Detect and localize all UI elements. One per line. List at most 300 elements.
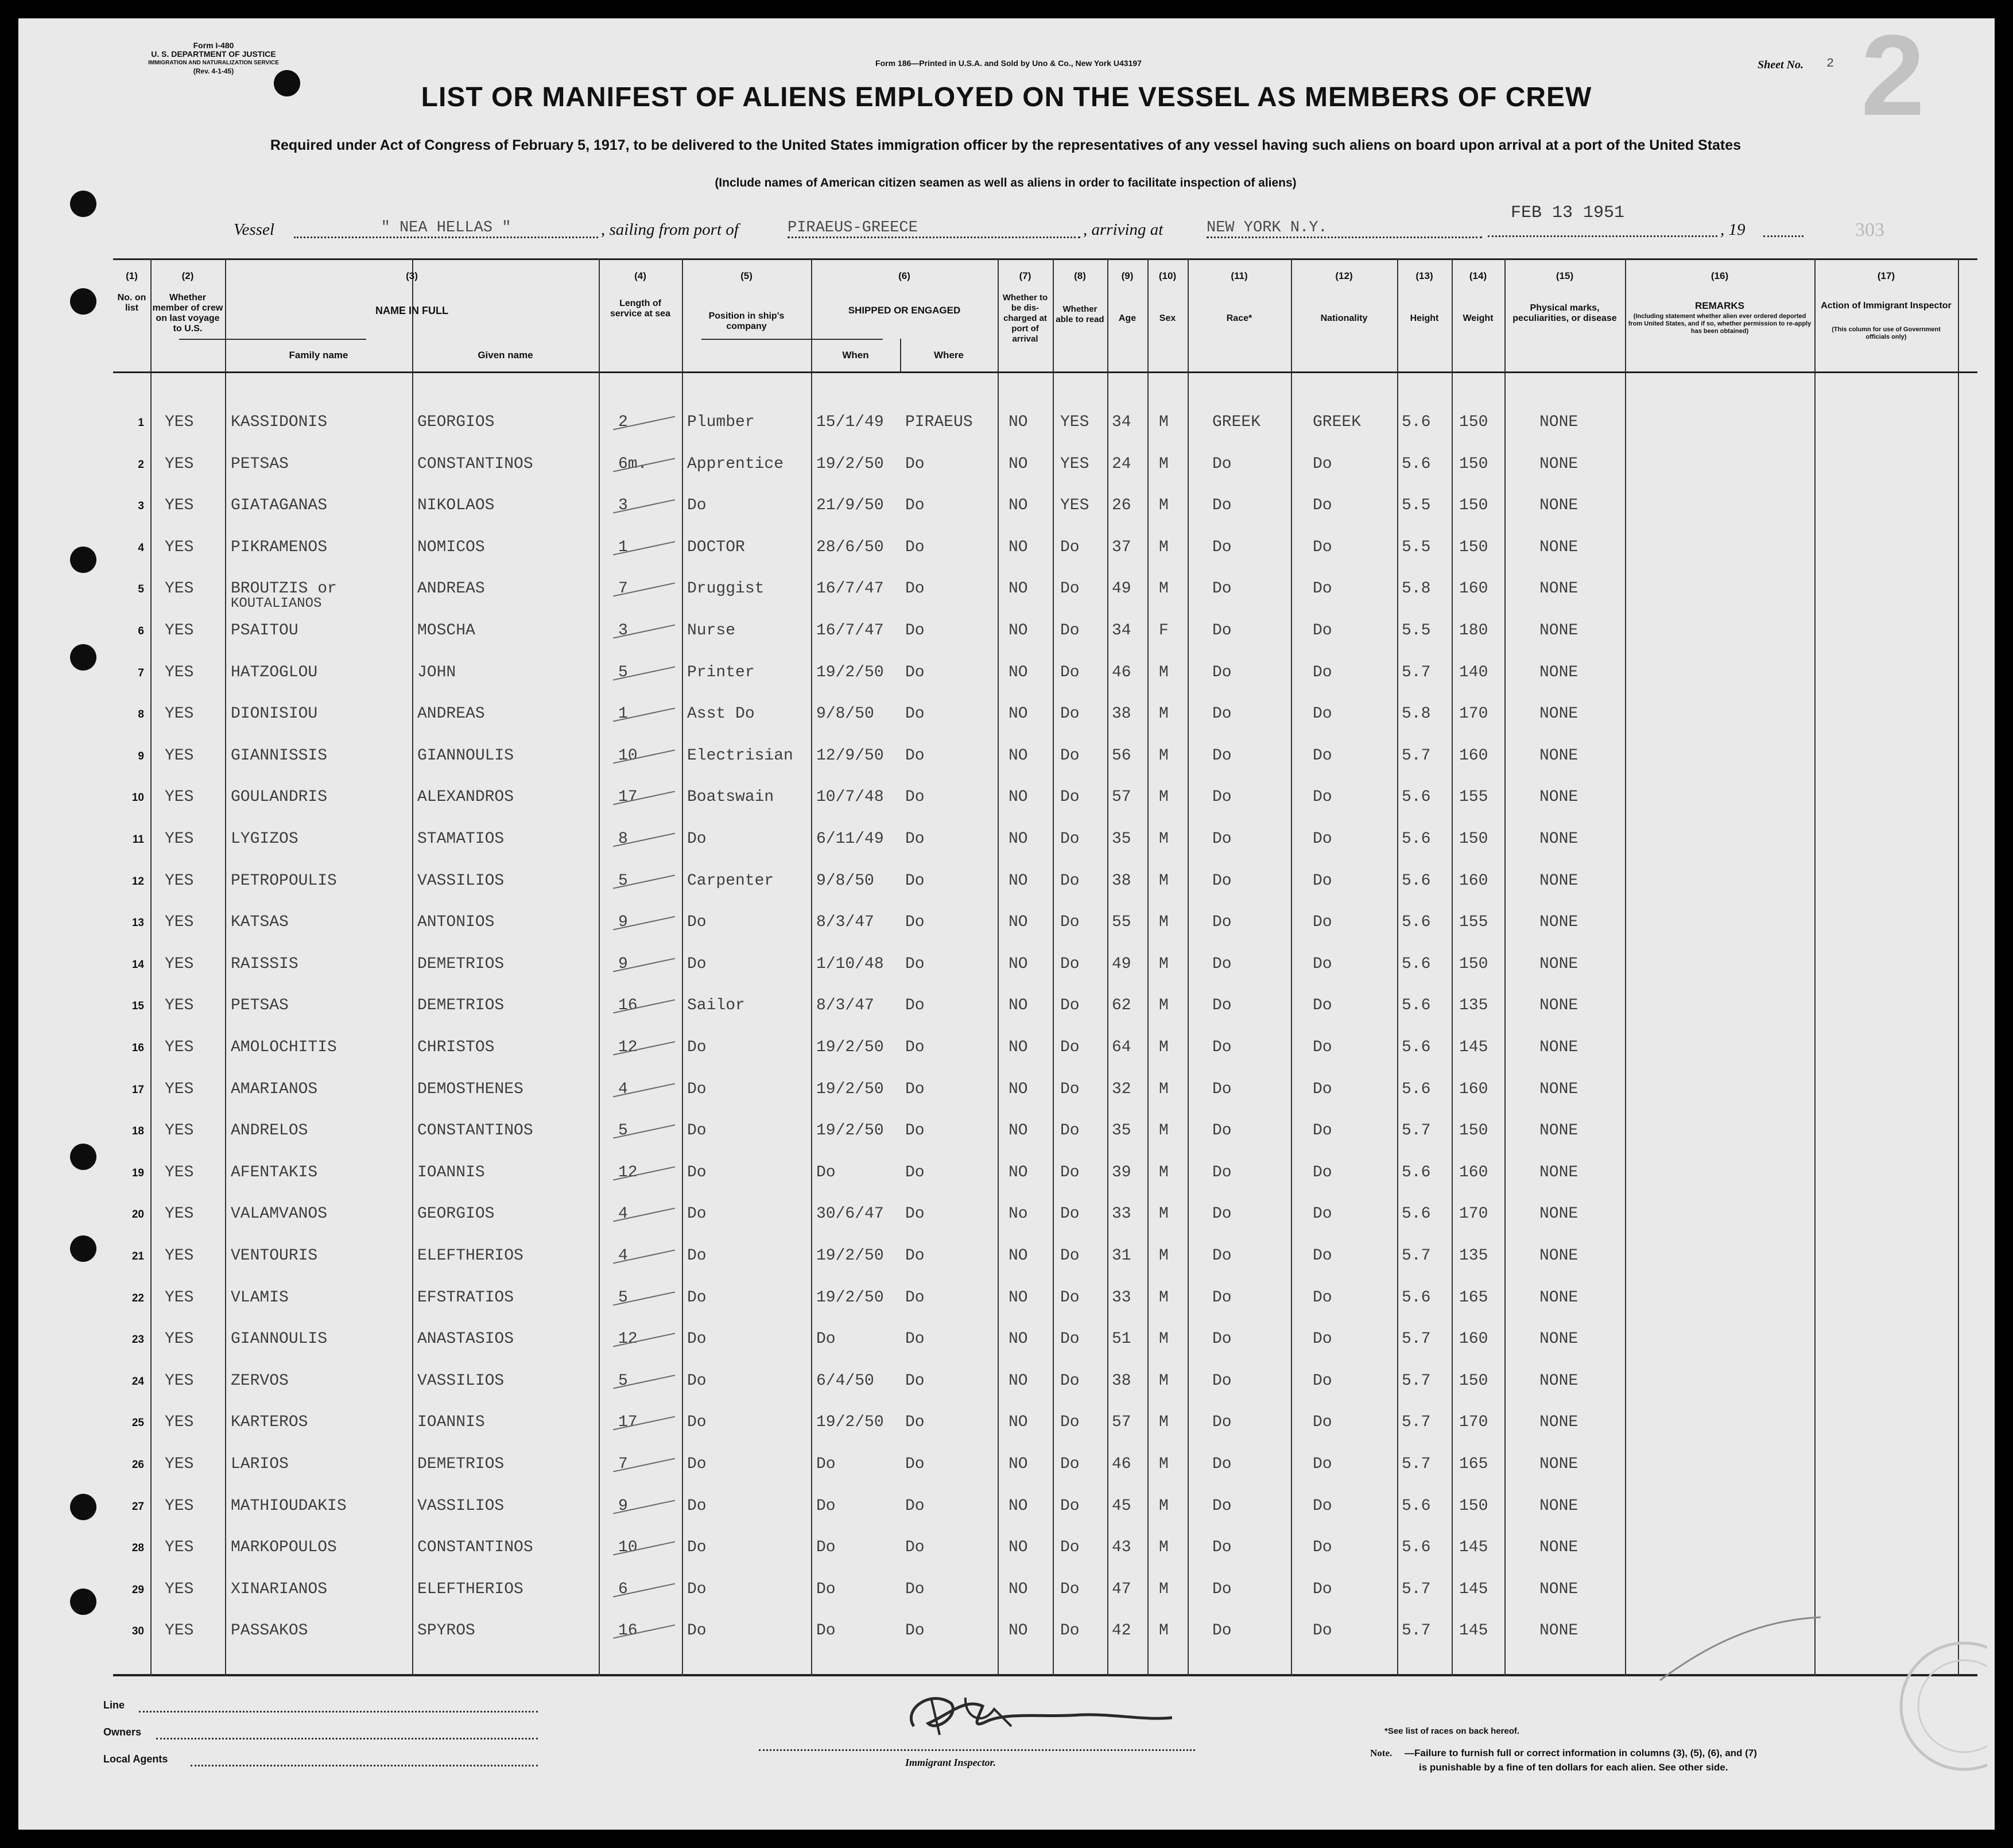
discharge-cell: NO bbox=[1009, 997, 1028, 1015]
family-name-cell: PETSAS bbox=[231, 455, 289, 473]
nationality-cell: Do bbox=[1313, 1330, 1332, 1349]
height-cell: 5.5 bbox=[1402, 538, 1431, 556]
table-row bbox=[113, 534, 1977, 574]
col13-number: (13) bbox=[1415, 270, 1433, 281]
punch-hole bbox=[70, 1235, 96, 1262]
sex-cell: M bbox=[1159, 1413, 1169, 1432]
shipped-where-cell: Do bbox=[905, 788, 925, 807]
age-cell: 26 bbox=[1112, 497, 1131, 515]
able-to-read-cell: Do bbox=[1060, 1247, 1080, 1265]
height-cell: 5.6 bbox=[1402, 455, 1431, 473]
given-name-cell: DEMETRIOS bbox=[417, 1455, 505, 1473]
given-name-cell: CONSTANTINOS bbox=[417, 1122, 533, 1140]
given-name-header: Given name bbox=[478, 350, 533, 361]
family-name-cell: MATHIOUDAKIS bbox=[231, 1497, 347, 1515]
weight-cell: 135 bbox=[1459, 1247, 1488, 1265]
service-length-cell: 9 bbox=[618, 913, 628, 932]
weight-cell: 150 bbox=[1459, 830, 1488, 848]
physical-marks-cell: NONE bbox=[1539, 1205, 1578, 1223]
height-cell: 5.6 bbox=[1402, 871, 1431, 890]
shipped-when-cell: 30/6/47 bbox=[816, 1205, 884, 1223]
race-cell: Do bbox=[1212, 997, 1232, 1015]
nationality-cell: Do bbox=[1313, 497, 1332, 515]
table-row bbox=[113, 1200, 1977, 1241]
owners-label: Owners bbox=[103, 1726, 142, 1738]
height-cell: 5.7 bbox=[1402, 1372, 1431, 1390]
weight-cell: 150 bbox=[1459, 1372, 1488, 1390]
prev-voyage-cell: YES bbox=[165, 580, 194, 598]
col6-header: SHIPPED OR ENGAGED bbox=[848, 305, 961, 316]
given-name-cell: CONSTANTINOS bbox=[417, 455, 533, 473]
physical-marks-cell: NONE bbox=[1539, 1330, 1578, 1349]
row-number: 27 bbox=[131, 1500, 144, 1513]
nationality-cell: Do bbox=[1313, 1080, 1332, 1098]
race-cell: Do bbox=[1212, 705, 1232, 723]
physical-marks-cell: NONE bbox=[1539, 1247, 1578, 1265]
table-row bbox=[113, 1076, 1977, 1116]
shipped-when-cell: 8/3/47 bbox=[816, 997, 874, 1015]
col16-subheader: (Including statement whether alien ever ordered deported from United States, and if so, whether permission to re-apply has been obtained) bbox=[1628, 313, 1812, 335]
given-name-cell: GEORGIOS bbox=[417, 413, 495, 431]
inspector-label: Immigrant Inspector. bbox=[905, 1757, 996, 1768]
shipped-where-cell: Do bbox=[905, 913, 925, 932]
age-cell: 46 bbox=[1112, 663, 1131, 681]
given-name-cell: VASSILIOS bbox=[417, 1497, 505, 1515]
physical-marks-cell: NONE bbox=[1539, 622, 1578, 640]
service-length-cell: 12 bbox=[618, 1039, 638, 1056]
race-cell: Do bbox=[1212, 1372, 1232, 1390]
race-cell: Do bbox=[1212, 871, 1232, 890]
height-cell: 5.7 bbox=[1402, 1580, 1431, 1598]
sex-cell: M bbox=[1159, 871, 1169, 890]
given-name-cell: CONSTANTINOS bbox=[417, 1539, 533, 1557]
row-number: 12 bbox=[131, 875, 144, 888]
sex-cell: M bbox=[1159, 1372, 1169, 1390]
service-length-cell: 9 bbox=[618, 1497, 628, 1515]
prev-voyage-cell: YES bbox=[165, 1205, 194, 1223]
shipped-where-cell: Do bbox=[905, 830, 925, 848]
physical-marks-cell: NONE bbox=[1539, 871, 1578, 890]
family-name-cell: VALAMVANOS bbox=[231, 1205, 328, 1223]
service-length-cell: 6m. bbox=[618, 455, 647, 473]
row-number: 17 bbox=[131, 1083, 144, 1096]
service-length-cell: 17 bbox=[618, 1413, 638, 1432]
given-name-cell: MOSCHA bbox=[417, 622, 475, 640]
sex-cell: M bbox=[1159, 997, 1169, 1015]
shipped-when-cell: 6/11/49 bbox=[816, 830, 884, 848]
shipped-when-cell: Do bbox=[816, 1622, 836, 1640]
penalty-note-text: —Failure to furnish full or correct information in columns (3), (5), (6), and (7) bbox=[1405, 1748, 1757, 1758]
table-row bbox=[113, 909, 1977, 949]
shipped-where-cell: Do bbox=[905, 1539, 925, 1557]
position-cell: Do bbox=[687, 1080, 707, 1098]
position-cell: Carpenter bbox=[687, 871, 774, 890]
position-cell: Do bbox=[687, 1247, 707, 1265]
row-number: 2 bbox=[138, 458, 144, 471]
height-cell: 5.7 bbox=[1402, 1413, 1431, 1432]
shipped-where-cell: Do bbox=[905, 622, 925, 640]
physical-marks-cell: NONE bbox=[1539, 413, 1578, 431]
physical-marks-cell: NONE bbox=[1539, 913, 1578, 932]
race-cell: Do bbox=[1212, 1413, 1232, 1432]
shipped-where-cell: Do bbox=[905, 705, 925, 723]
shipped-when-cell: 16/7/47 bbox=[816, 622, 884, 640]
sex-cell: M bbox=[1159, 1163, 1169, 1181]
discharge-cell: NO bbox=[1009, 663, 1028, 681]
shipped-where-cell: Do bbox=[905, 1039, 925, 1056]
nationality-cell: Do bbox=[1313, 1122, 1332, 1140]
height-cell: 5.5 bbox=[1402, 497, 1431, 515]
able-to-read-cell: Do bbox=[1060, 1372, 1080, 1390]
prev-voyage-cell: YES bbox=[165, 455, 194, 473]
race-cell: Do bbox=[1212, 1122, 1232, 1140]
physical-marks-cell: NONE bbox=[1539, 746, 1578, 765]
col12-header: Nationality bbox=[1320, 313, 1368, 323]
pencil-stroke bbox=[1654, 1611, 1826, 1686]
row-number: 28 bbox=[131, 1542, 144, 1555]
nationality-cell: GREEK bbox=[1313, 413, 1362, 431]
weight-cell: 170 bbox=[1459, 705, 1488, 723]
shipped-where-cell: Do bbox=[905, 455, 925, 473]
physical-marks-cell: NONE bbox=[1539, 997, 1578, 1015]
sex-cell: M bbox=[1159, 538, 1169, 556]
able-to-read-cell: YES bbox=[1060, 497, 1089, 515]
given-name-cell: IOANNIS bbox=[417, 1413, 485, 1432]
service-length-cell: 9 bbox=[618, 955, 628, 973]
race-cell: Do bbox=[1212, 788, 1232, 807]
weight-cell: 145 bbox=[1459, 1622, 1488, 1640]
sex-cell: M bbox=[1159, 913, 1169, 932]
age-cell: 32 bbox=[1112, 1080, 1131, 1098]
shipped-where-cell: Do bbox=[905, 746, 925, 765]
race-cell: GREEK bbox=[1212, 413, 1261, 431]
col10-header: Sex bbox=[1159, 313, 1176, 323]
shipped-where-cell: Do bbox=[905, 1080, 925, 1098]
able-to-read-cell: Do bbox=[1060, 1580, 1080, 1598]
vessel-label: Vessel bbox=[234, 220, 274, 239]
age-cell: 34 bbox=[1112, 413, 1131, 431]
family-name-header: Family name bbox=[289, 350, 348, 361]
department: U. S. DEPARTMENT OF JUSTICE bbox=[151, 49, 276, 59]
sex-cell: M bbox=[1159, 413, 1169, 431]
sex-cell: M bbox=[1159, 497, 1169, 515]
race-cell: Do bbox=[1212, 1080, 1232, 1098]
weight-cell: 145 bbox=[1459, 1580, 1488, 1598]
sex-cell: M bbox=[1159, 1622, 1169, 1640]
where-header: Where bbox=[934, 350, 964, 361]
family-name-cell: BROUTZIS or bbox=[231, 580, 337, 598]
discharge-cell: NO bbox=[1009, 1163, 1028, 1181]
arriving-label: , arriving at bbox=[1083, 220, 1163, 239]
height-cell: 5.6 bbox=[1402, 1539, 1431, 1557]
race-cell: Do bbox=[1212, 746, 1232, 765]
given-name-cell: SPYROS bbox=[417, 1622, 475, 1640]
col8-header: Whether able to read bbox=[1056, 304, 1104, 324]
prev-voyage-cell: YES bbox=[165, 1039, 194, 1056]
shipped-where-cell: Do bbox=[905, 1288, 925, 1307]
position-cell: DOCTOR bbox=[687, 538, 745, 556]
shipped-when-cell: 6/4/50 bbox=[816, 1372, 874, 1390]
race-cell: Do bbox=[1212, 1580, 1232, 1598]
discharge-cell: NO bbox=[1009, 788, 1028, 807]
sex-cell: M bbox=[1159, 1455, 1169, 1473]
given-name-cell: GIANNOULIS bbox=[417, 746, 514, 765]
punch-hole bbox=[70, 1494, 96, 1520]
position-cell: Do bbox=[687, 1372, 707, 1390]
age-cell: 38 bbox=[1112, 871, 1131, 890]
position-cell: Do bbox=[687, 955, 707, 973]
family-name-cell: KARTEROS bbox=[231, 1413, 308, 1432]
sex-cell: M bbox=[1159, 663, 1169, 681]
weight-cell: 150 bbox=[1459, 455, 1488, 473]
race-cell: Do bbox=[1212, 1205, 1232, 1223]
sailing-port: PIRAEUS-GREECE bbox=[788, 219, 1080, 238]
family-name-cell: LARIOS bbox=[231, 1455, 289, 1473]
service-length-cell: 10 bbox=[618, 746, 638, 765]
discharge-cell: NO bbox=[1009, 705, 1028, 723]
family-name-cell: AMOLOCHITIS bbox=[231, 1039, 337, 1056]
sex-cell: M bbox=[1159, 1247, 1169, 1265]
nationality-cell: Do bbox=[1313, 1539, 1332, 1557]
position-cell: Do bbox=[687, 830, 707, 848]
race-cell: Do bbox=[1212, 830, 1232, 848]
prev-voyage-cell: YES bbox=[165, 1622, 194, 1640]
shipped-where-cell: Do bbox=[905, 1455, 925, 1473]
position-cell: Plumber bbox=[687, 413, 755, 431]
punch-hole bbox=[70, 547, 96, 573]
shipped-where-cell: Do bbox=[905, 497, 925, 515]
discharge-cell: NO bbox=[1009, 622, 1028, 640]
sex-cell: M bbox=[1159, 788, 1169, 807]
prev-voyage-cell: YES bbox=[165, 997, 194, 1015]
service-length-cell: 17 bbox=[618, 788, 638, 807]
row-number: 22 bbox=[131, 1292, 144, 1304]
position-cell: Do bbox=[687, 1039, 707, 1056]
prev-voyage-cell: YES bbox=[165, 1539, 194, 1557]
sex-cell: F bbox=[1159, 622, 1169, 640]
col9-number: (9) bbox=[1121, 270, 1134, 281]
position-cell: Apprentice bbox=[687, 455, 784, 473]
service-length-cell: 6 bbox=[618, 1580, 628, 1598]
table-row bbox=[113, 1034, 1977, 1074]
position-cell: Do bbox=[687, 1539, 707, 1557]
able-to-read-cell: Do bbox=[1060, 705, 1080, 723]
col16-number: (16) bbox=[1711, 270, 1729, 281]
nationality-cell: Do bbox=[1313, 788, 1332, 807]
prev-voyage-cell: YES bbox=[165, 413, 194, 431]
discharge-cell: NO bbox=[1009, 1330, 1028, 1349]
col5-header: Position in ship's company bbox=[708, 311, 785, 331]
family-name-cell: GOULANDRIS bbox=[231, 788, 328, 807]
discharge-cell: NO bbox=[1009, 1122, 1028, 1140]
page-title: LIST OR MANIFEST OF ALIENS EMPLOYED ON THE VESSEL AS MEMBERS OF CREW bbox=[421, 82, 1592, 113]
age-cell: 62 bbox=[1112, 997, 1131, 1015]
discharge-cell: NO bbox=[1009, 1372, 1028, 1390]
sex-cell: M bbox=[1159, 1539, 1169, 1557]
shipped-where-cell: Do bbox=[905, 997, 925, 1015]
table-row bbox=[113, 451, 1977, 491]
physical-marks-cell: NONE bbox=[1539, 1163, 1578, 1181]
nationality-cell: Do bbox=[1313, 455, 1332, 473]
shipped-when-cell: 19/2/50 bbox=[816, 1080, 884, 1098]
family-name-cell: RAISSIS bbox=[231, 955, 298, 973]
family-name-cell: ANDRELOS bbox=[231, 1122, 308, 1140]
table-row bbox=[113, 1534, 1977, 1574]
nationality-cell: Do bbox=[1313, 1413, 1332, 1432]
family-name-cell: GIANNISSIS bbox=[231, 746, 328, 765]
service-length-cell: 3 bbox=[618, 622, 628, 640]
able-to-read-cell: Do bbox=[1060, 663, 1080, 681]
nationality-cell: Do bbox=[1313, 913, 1332, 932]
age-cell: 31 bbox=[1112, 1247, 1131, 1265]
height-cell: 5.8 bbox=[1402, 580, 1431, 598]
discharge-cell: NO bbox=[1009, 871, 1028, 890]
position-cell: Printer bbox=[687, 663, 755, 681]
physical-marks-cell: NONE bbox=[1539, 830, 1578, 848]
prev-voyage-cell: YES bbox=[165, 1330, 194, 1349]
able-to-read-cell: Do bbox=[1060, 830, 1080, 848]
able-to-read-cell: Do bbox=[1060, 788, 1080, 807]
shipped-when-cell: Do bbox=[816, 1455, 836, 1473]
position-cell: Do bbox=[687, 1497, 707, 1515]
height-cell: 5.6 bbox=[1402, 1039, 1431, 1056]
shipped-when-cell: 16/7/47 bbox=[816, 580, 884, 598]
table-row bbox=[113, 1284, 1977, 1324]
race-cell: Do bbox=[1212, 538, 1232, 556]
shipped-where-cell: Do bbox=[905, 1163, 925, 1181]
family-name-cell: ZERVOS bbox=[231, 1372, 289, 1390]
col2-number: (2) bbox=[181, 270, 194, 281]
family-name-cell: PETSAS bbox=[231, 997, 289, 1015]
family-name-alt-cell: KOUTALIANOS bbox=[231, 596, 322, 612]
nationality-cell: Do bbox=[1313, 705, 1332, 723]
position-cell: Druggist bbox=[687, 580, 765, 598]
shipped-where-cell: Do bbox=[905, 538, 925, 556]
prev-voyage-cell: YES bbox=[165, 913, 194, 932]
physical-marks-cell: NONE bbox=[1539, 455, 1578, 473]
discharge-cell: NO bbox=[1009, 580, 1028, 598]
family-name-cell: LYGIZOS bbox=[231, 830, 298, 848]
row-number: 24 bbox=[131, 1375, 144, 1388]
physical-marks-cell: NONE bbox=[1539, 955, 1578, 973]
physical-marks-cell: NONE bbox=[1539, 1372, 1578, 1390]
nationality-cell: Do bbox=[1313, 746, 1332, 765]
local-agents-label: Local Agents bbox=[103, 1753, 168, 1765]
table-row bbox=[113, 1576, 1977, 1616]
when-header: When bbox=[842, 350, 869, 361]
height-cell: 5.6 bbox=[1402, 1288, 1431, 1307]
prev-voyage-cell: YES bbox=[165, 788, 194, 807]
weight-cell: 170 bbox=[1459, 1413, 1488, 1432]
row-number: 21 bbox=[131, 1250, 144, 1262]
race-cell: Do bbox=[1212, 622, 1232, 640]
include-note: (Include names of American citizen seamen as well as aliens in order to facilitate inspection of aliens) bbox=[715, 176, 1297, 189]
row-number: 11 bbox=[132, 834, 144, 846]
race-cell: Do bbox=[1212, 497, 1232, 515]
family-name-cell: XINARIANOS bbox=[231, 1580, 328, 1598]
row-number: 3 bbox=[138, 500, 144, 513]
able-to-read-cell: Do bbox=[1060, 1205, 1080, 1223]
sex-cell: M bbox=[1159, 705, 1169, 723]
prev-voyage-cell: YES bbox=[165, 1080, 194, 1098]
table-row bbox=[113, 1451, 1977, 1491]
race-cell: Do bbox=[1212, 1330, 1232, 1349]
able-to-read-cell: YES bbox=[1060, 413, 1089, 431]
sex-cell: M bbox=[1159, 955, 1169, 973]
service-length-cell: 5 bbox=[618, 1372, 628, 1390]
race-cell: Do bbox=[1212, 1288, 1232, 1307]
col9-header: Age bbox=[1118, 313, 1137, 323]
sheet-big-number: 2 bbox=[1861, 11, 1925, 140]
position-cell: Do bbox=[687, 1413, 707, 1432]
position-cell: Do bbox=[687, 1122, 707, 1140]
shipped-when-cell: Do bbox=[816, 1330, 836, 1349]
weight-cell: 165 bbox=[1459, 1288, 1488, 1307]
service-length-cell: 12 bbox=[618, 1163, 638, 1181]
race-cell: Do bbox=[1212, 1455, 1232, 1473]
prev-voyage-cell: YES bbox=[165, 663, 194, 681]
age-cell: 46 bbox=[1112, 1455, 1131, 1473]
col7-number: (7) bbox=[1019, 270, 1031, 281]
nationality-cell: Do bbox=[1313, 1372, 1332, 1390]
family-name-cell: VLAMIS bbox=[231, 1288, 289, 1307]
position-cell: Do bbox=[687, 1205, 707, 1223]
nationality-cell: Do bbox=[1313, 580, 1332, 598]
shipped-when-cell: 1/10/48 bbox=[816, 955, 884, 973]
table-row bbox=[113, 1367, 1977, 1408]
family-name-cell: PASSAKOS bbox=[231, 1622, 308, 1640]
row-number: 15 bbox=[131, 1000, 144, 1013]
nationality-cell: Do bbox=[1313, 830, 1332, 848]
prev-voyage-cell: YES bbox=[165, 497, 194, 515]
nationality-cell: Do bbox=[1313, 538, 1332, 556]
sailing-label: , sailing from port of bbox=[601, 220, 739, 239]
given-name-cell: ANTONIOS bbox=[417, 913, 495, 932]
race-cell: Do bbox=[1212, 455, 1232, 473]
shipped-where-cell: Do bbox=[905, 663, 925, 681]
given-name-cell: ANASTASIOS bbox=[417, 1330, 514, 1349]
col7-header: Whether to be dis-charged at port of arrival bbox=[1002, 293, 1048, 344]
shipped-when-cell: Do bbox=[816, 1163, 836, 1181]
given-name-cell: ELEFTHERIOS bbox=[417, 1247, 523, 1265]
punch-hole bbox=[70, 644, 96, 671]
given-name-cell: ELEFTHERIOS bbox=[417, 1580, 523, 1598]
shipped-when-cell: Do bbox=[816, 1539, 836, 1557]
service-length-cell: 3 bbox=[618, 497, 628, 515]
col3-number: (3) bbox=[406, 270, 418, 281]
row-number: 7 bbox=[138, 667, 144, 679]
height-cell: 5.7 bbox=[1402, 1622, 1431, 1640]
col5-number: (5) bbox=[740, 270, 753, 281]
position-cell: Do bbox=[687, 1330, 707, 1349]
service-length-cell: 5 bbox=[618, 1288, 628, 1307]
discharge-cell: NO bbox=[1009, 455, 1028, 473]
discharge-cell: NO bbox=[1009, 497, 1028, 515]
inspector-signature bbox=[897, 1686, 1195, 1749]
sex-cell: M bbox=[1159, 746, 1169, 765]
col12-number: (12) bbox=[1335, 270, 1353, 281]
position-cell: Do bbox=[687, 1580, 707, 1598]
nationality-cell: Do bbox=[1313, 1622, 1332, 1640]
height-cell: 5.6 bbox=[1402, 413, 1431, 431]
table-row bbox=[113, 575, 1977, 615]
family-name-cell: HATZOGLOU bbox=[231, 663, 318, 681]
weight-cell: 155 bbox=[1459, 788, 1488, 807]
service-length-cell: 16 bbox=[618, 997, 638, 1015]
physical-marks-cell: NONE bbox=[1539, 1039, 1578, 1056]
physical-marks-cell: NONE bbox=[1539, 1080, 1578, 1098]
height-cell: 5.6 bbox=[1402, 913, 1431, 932]
